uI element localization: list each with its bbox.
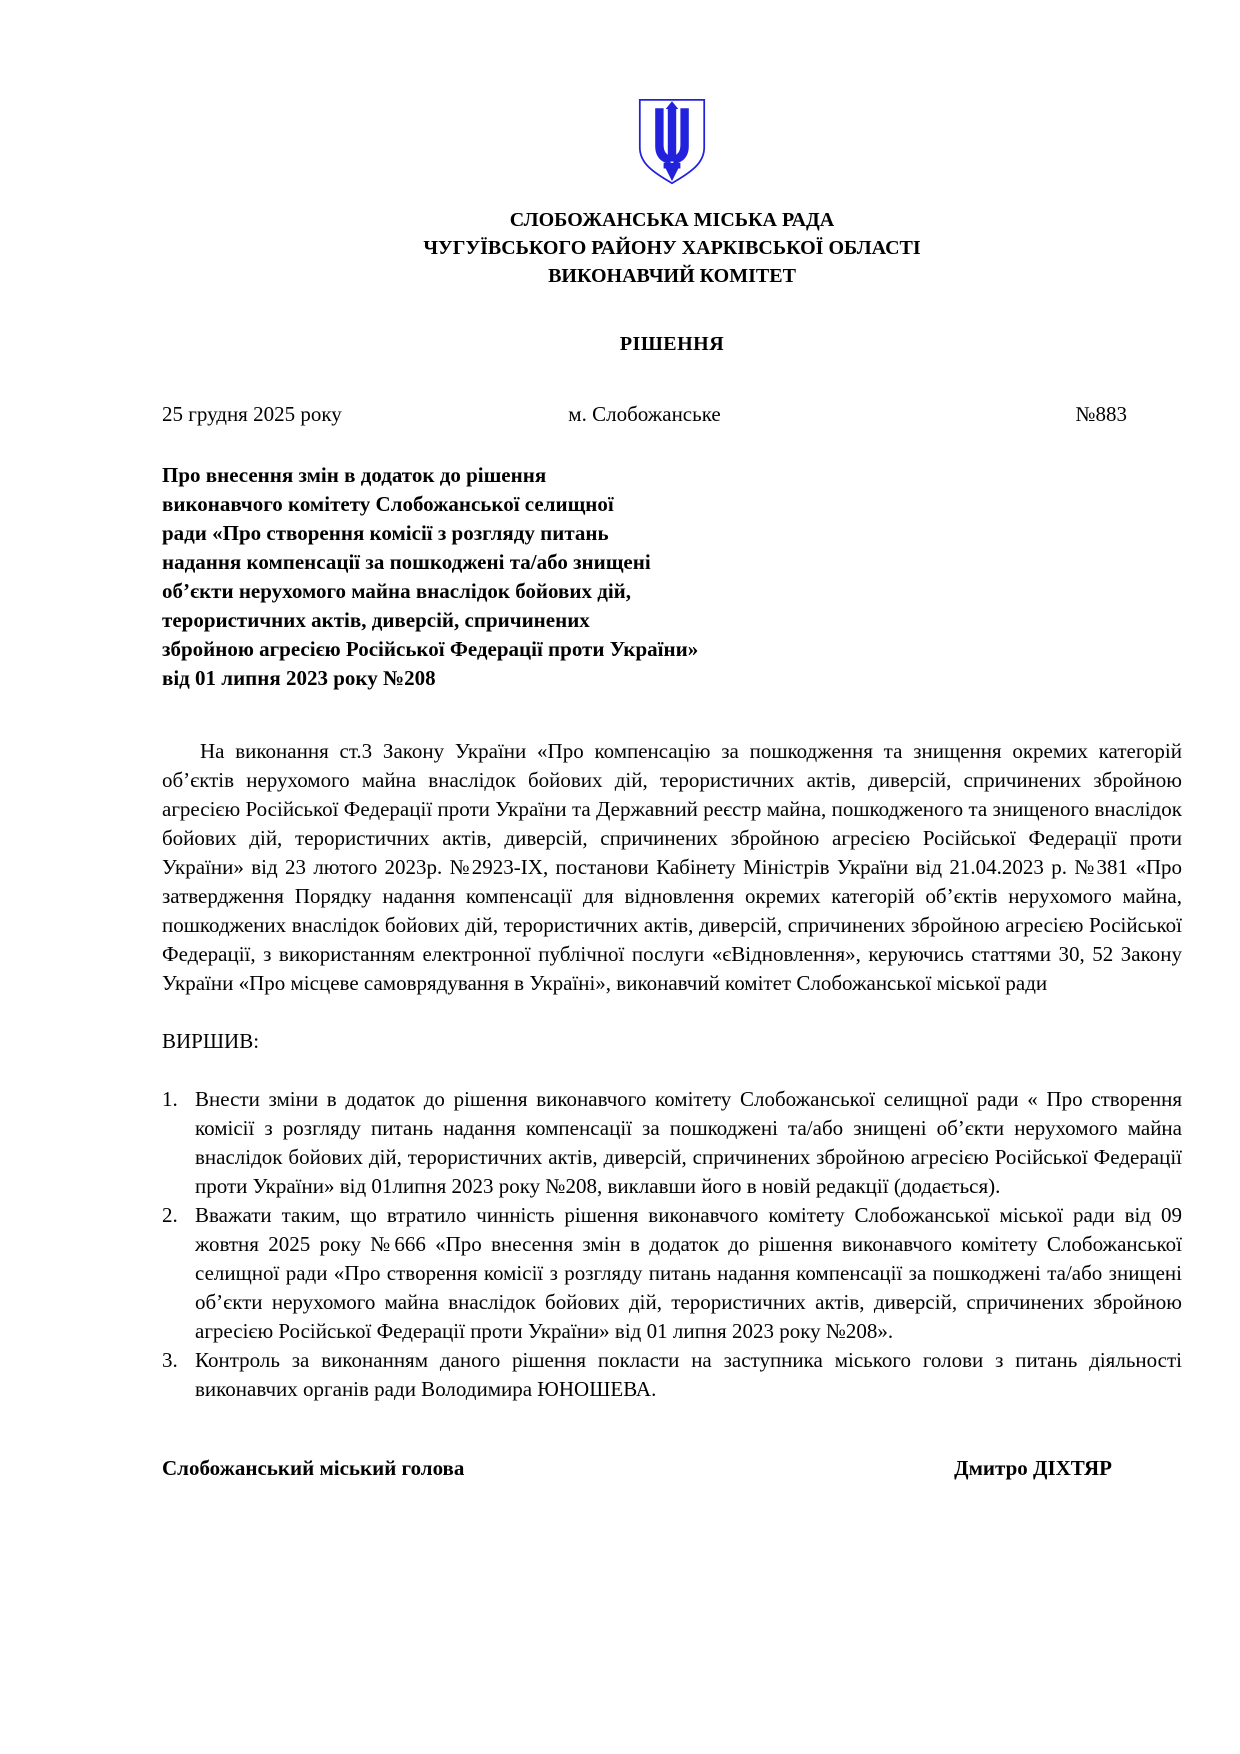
subject-line: Про внесення змін в додаток до рішення	[162, 463, 547, 487]
org-name-line2: ЧУГУЇВСЬКОГО РАЙОНУ ХАРКІВСЬКОЇ ОБЛАСТІ	[423, 237, 921, 259]
item-text: Контроль за виконанням даного рішення покласти на заступника міського голови з питань діяльності виконавчих органів ради Володимира ЮНОШЕВА.	[195, 1348, 1182, 1401]
subject-line: терористичних актів, диверсій, спричинених	[162, 608, 590, 632]
signer-name: Дмитро ДІХТЯР	[954, 1456, 1112, 1480]
document-number: №883	[1075, 402, 1128, 426]
document-subject	[162, 461, 1182, 693]
resolution-item	[162, 1201, 1182, 1346]
preamble-paragraph: На виконання ст.3 Закону України «Про компенсацію за пошкодження та знищення окремих категорій об’єктів нерухомого майна внаслідок бойових дій, терористичних актів, диверсій, спричинених збройною агресією Російської Федерації проти України та Державний реєстр майна, пошкодженого та знищеного внаслідок бойових дій, терористичних актів, диверсій, спричинених збройною агресією Російської Федерації проти України» від 23 лютого 2023р. №2923-ІХ, постанови Кабінету Міністрів України від 21.04.2023 р. №381 «Про затвердження Порядку надання компенсації для відновлення окремих категорій об’єктів нерухомого майна, пошкоджених внаслідок бойових дій, терористичних актів, диверсій, спричинених збройною агресією Російської Федерації, з використанням електронної публічної послуги «єВідновлення», керуючись статтями 30, 52 Закону України «Про місцеве самоврядування в Україні», виконавчий комітет Слобожанської міської ради	[162, 739, 1182, 995]
subject-line: об’єкти нерухомого майна внаслідок бойових дій,	[162, 579, 632, 603]
org-name-line3: ВИКОНАВЧИЙ КОМІТЕТ	[548, 265, 796, 287]
item-number: 2.	[162, 1203, 178, 1227]
document-date: 25 грудня 2025 року	[162, 402, 342, 426]
resolution-list	[162, 1085, 1182, 1404]
subject-line: від 01 липня 2023 року №208	[162, 666, 436, 690]
signature-row	[162, 1454, 1182, 1483]
document-type-title: РІШЕННЯ	[619, 333, 725, 355]
document-header	[162, 96, 1182, 358]
subject-line: виконавчого комітету Слобожанської селищної	[162, 492, 614, 516]
ukraine-trident-emblem-icon	[637, 96, 707, 192]
org-name-line1: СЛОБОЖАНСЬКА МІСЬКА РАДА	[509, 209, 835, 231]
document-place: м. Слобожанське	[568, 402, 721, 426]
resolved-label: ВИРШИВ:	[162, 1029, 260, 1053]
item-number: 3.	[162, 1348, 178, 1372]
subject-line: збройною агресією Російської Федерації проти України»	[162, 637, 699, 661]
resolution-item	[162, 1085, 1182, 1201]
item-number: 1.	[162, 1087, 178, 1111]
signer-position: Слобожанський міський голова	[162, 1456, 465, 1480]
document-meta-row	[162, 400, 1182, 429]
item-text: Внести зміни в додаток до рішення виконавчого комітету Слобожанської селищної ради « Про створення комісії з розгляду питань надання компенсації за пошкоджені та/або знищені об’єкти нерухомого майна внаслідок бойових дій, терористичних актів, диверсій, спричинених збройною агресією Російської Федерації проти України» від 01липня 2023 року №208, виклавши його в новій редакції (додається).	[195, 1087, 1182, 1198]
subject-line: надання компенсації за пошкоджені та/або знищені	[162, 550, 651, 574]
subject-line: ради «Про створення комісії з розгляду питань	[162, 521, 609, 545]
item-text: Вважати таким, що втратило чинність рішення виконавчого комітету Слобожанської міської ради від 09 жовтня 2025 року №666 «Про внесення змін в додаток до рішення виконавчого комітету Слобожанської селищної ради «Про створення комісії з розгляду питань надання компенсації за пошкоджені та/або знищені об’єкти нерухомого майна внаслідок бойових дій, терористичних актів, диверсій, спричинених збройною агресією Російської Федерації проти України» від 01 липня 2023 року №208».	[195, 1203, 1182, 1343]
resolution-item	[162, 1346, 1182, 1404]
